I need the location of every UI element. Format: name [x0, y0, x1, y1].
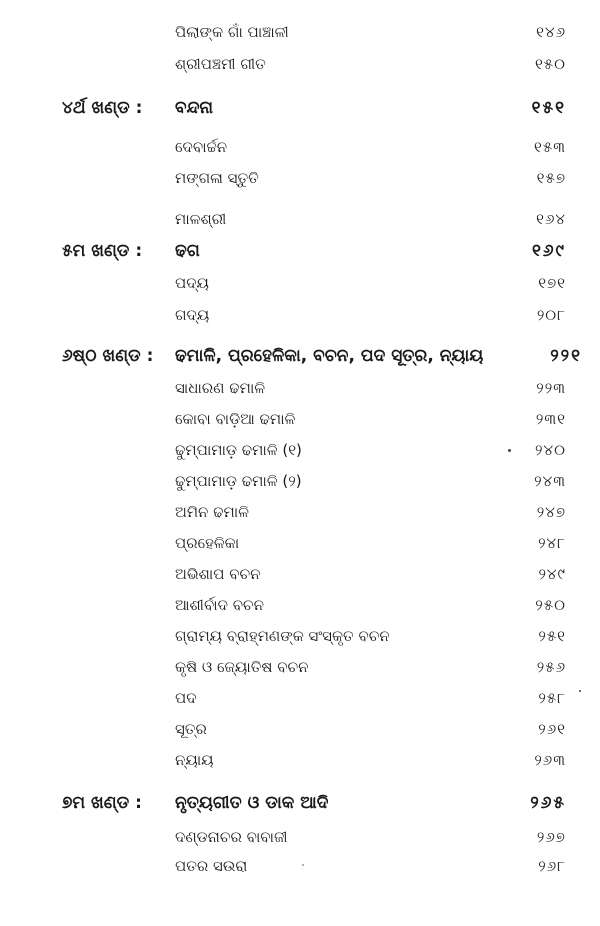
entry-page: ୨୩୧ — [535, 410, 566, 428]
toc-entry — [0, 745, 600, 775]
entry-title: ପତର ସଉରା — [175, 857, 248, 875]
entry-page: ୧୬୯ — [532, 241, 566, 261]
entry-title: ପ୍ରହେଳିକା — [175, 534, 240, 552]
entry-title: ସାଧାରଣ ଢମାଳି — [175, 379, 266, 397]
toc-entry — [0, 373, 600, 403]
entry-title: କୃଷି ଓ ଜ୍ୟୋତିଷ ବଚନ — [175, 658, 309, 676]
entry-title: ଢୁମ୍ପାମାଡ଼ ଢମାଳି (୧) — [175, 441, 302, 459]
entry-page: ୨୪୩ — [534, 472, 566, 490]
toc-entry — [0, 590, 600, 620]
entry-title: ଶ୍ରୀପଞ୍ଚମୀ ଗୀତ — [175, 55, 266, 73]
entry-title: ଅଭିଶାପ ବଚନ — [175, 565, 261, 583]
toc-section-heading — [0, 93, 600, 123]
entry-title: ଢମାଳି, ପ୍ରହେଳିକା, ବଚନ, ପଦ ସୂତ୍ର, ନ୍ୟାୟ — [175, 346, 484, 366]
entry-page: ୨୪୯ — [538, 565, 566, 583]
print-speck — [579, 690, 581, 692]
toc-entry — [0, 822, 600, 852]
toc-section-heading — [0, 341, 600, 371]
toc-entry — [0, 17, 600, 47]
toc-entry — [0, 559, 600, 589]
entry-page: ୨୫୦ — [535, 596, 566, 614]
entry-title: ଗଦ୍ୟ — [175, 306, 210, 324]
entry-page: ୧୫୧ — [531, 98, 566, 118]
entry-page: ୧୫୭ — [536, 169, 566, 187]
entry-page: ୨୪୦ — [535, 441, 566, 459]
entry-page: ୨୪୭ — [536, 503, 566, 521]
toc-section-heading — [0, 788, 600, 818]
entry-title: ଦେବାର୍ଚ୍ଚନ — [175, 138, 228, 156]
entry-title: ସୂତ୍ର — [175, 720, 207, 738]
entry-title: ନୃତ୍ୟଗୀତ ଓ ଡାକ ଆଦି — [175, 793, 329, 813]
section-label: ୭ମ ଖଣ୍ଡ : — [62, 793, 142, 813]
entry-title: ଆଶୀର୍ବାଦ ବଚନ — [175, 596, 264, 614]
entry-page: ୨୨୧ — [550, 346, 582, 366]
entry-page: ୨୫୬ — [536, 658, 566, 676]
entry-title: ବନ୍ଦନା — [175, 98, 214, 118]
entry-title: ମଙ୍ଗଳା ସ୍ତୁତି — [175, 169, 259, 187]
entry-page: ୨୨୩ — [536, 379, 566, 397]
toc-entry — [0, 300, 600, 330]
entry-page: ୧୭୧ — [538, 274, 566, 292]
entry-title: ପଦ୍ୟ — [175, 274, 209, 292]
toc-entry — [0, 404, 600, 434]
entry-page: ୨୫୮ — [538, 689, 566, 707]
section-label: ୫ମ ଖଣ୍ଡ : — [62, 241, 143, 261]
print-speck — [508, 449, 511, 452]
entry-page: ୨୬୫ — [530, 793, 566, 813]
entry-page: ୧୬୪ — [536, 210, 566, 228]
toc-entry — [0, 132, 600, 162]
toc-entry — [0, 466, 600, 496]
entry-title: ପଦ — [175, 689, 197, 707]
entry-page: ୨୬୩ — [534, 751, 566, 769]
entry-page: ୨୬୮ — [538, 857, 566, 875]
toc-entry — [0, 528, 600, 558]
toc-section-heading — [0, 236, 600, 266]
toc-entry — [0, 204, 600, 234]
entry-title: ଅମିନ ଢମାଳି — [175, 503, 250, 521]
entry-title: ମାଳଶ୍ରୀ — [175, 210, 227, 228]
entry-page: ୨୫୧ — [538, 627, 566, 645]
section-label: ୬ଷ୍ଠ ଖଣ୍ଡ : — [62, 346, 154, 366]
entry-title: ନ୍ୟାୟ — [175, 751, 214, 769]
section-label: ୪ର୍ଥ ଖଣ୍ଡ : — [62, 98, 143, 118]
toc-entry — [0, 621, 600, 651]
entry-title: କୋବା ବାଡ଼ିଆ ଢମାଳି — [175, 410, 296, 428]
entry-page: ୨୬୧ — [538, 720, 566, 738]
entry-page: ୨୪୮ — [538, 534, 566, 552]
entry-page: ୨୦୮ — [536, 306, 566, 324]
toc-entry — [0, 163, 600, 193]
entry-title: ଢଗ — [175, 241, 200, 261]
entry-title: ଗ୍ରାମ୍ୟ ବ୍ରାହ୍ମଣଙ୍କ ସଂସ୍କୃତ ବଚନ — [175, 627, 390, 645]
toc-entry — [0, 683, 600, 713]
print-speck — [302, 864, 304, 866]
toc-entry — [0, 652, 600, 682]
toc-entry — [0, 851, 600, 881]
entry-page: ୧୫୦ — [534, 55, 566, 73]
toc-entry — [0, 714, 600, 744]
toc-entry — [0, 49, 600, 79]
entry-page: ୨୬୭ — [536, 828, 566, 846]
toc-entry — [0, 268, 600, 298]
entry-title: ପିଲାଙ୍କ ଗାଁ ପାଞ୍ଚାଳୀ — [175, 23, 289, 41]
entry-page: ୧୫୩ — [534, 138, 566, 156]
entry-title: ଦଣ୍ଡନାଚର ବାବାଜୀ — [175, 828, 288, 846]
entry-title: ଢୁମ୍ପାମାଡ଼ ଢମାଳି (୨) — [175, 472, 302, 490]
toc-entry — [0, 497, 600, 527]
entry-page: ୧୪୬ — [536, 23, 566, 41]
